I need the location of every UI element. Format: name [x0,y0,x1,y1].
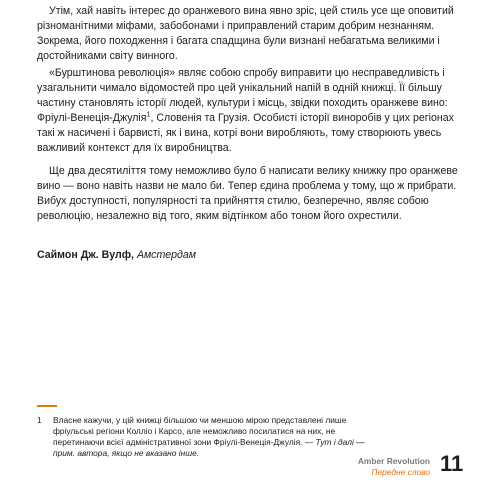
footnote-text [53,415,367,459]
body-text-3 [37,164,465,224]
running-head [358,456,430,478]
footnote-italic: Тут і далі — прим. автора, якщо не вказано інше. [53,437,365,458]
author-signature [37,248,196,262]
footnote-rule [37,405,57,407]
body-text-2 [37,66,465,156]
footnote-body: Власне кажучи, у цій книжці більшою чи меншою мірою представлені лише фріульські регіони Колліо і Карсо, але неможливо посилатися на них, не перетинаючи всієї адміністративної зони Фріулі-Венеція-Джулія. — [53,415,347,447]
page-number: 11 [440,451,464,476]
running-title: Amber Revolution [357,456,430,466]
footnote-number: 1 [37,415,42,425]
body-text [37,4,465,64]
paragraph-1: Утім, хай навіть інтерес до оранжевого вина явно зріс, цей стиль усе ще оповитий різноманітними міфами, забобонами і приправлений старим добрим незнанням. Зокрема, його походження і багата спадщина були визнані небагатьма великими і достойниками світу винного. [37,5,454,62]
running-subtitle: Передне слово [371,467,430,477]
footnote-marker: 1 [146,111,151,119]
author-place: Амстердам [136,249,197,261]
paragraph-3: Ще два десятиліття тому неможливо було б написати велику книжку про оранжеве вино — воно навіть назви не мало би. Тепер єдина проблема у тому, що ж прибрати. Вибух доступності, популярності та прийняття стилю, безперечно, являє собою революцію, незалежно від того, яким відтінком або тоном його охрестили. [37,165,458,222]
footnote [37,415,367,459]
paragraph-2 [37,66,465,156]
author-name: Саймон Дж. Вулф, [37,249,134,261]
paragraph-2-text: «Бурштинова революція» являє собою спробу виправити цю несправедливість і узагальнити чимало відомостей про цей унікальний напій в одній книжці. Її більшу частину становлять історії людей, культури і місць, звідки походить оранжеве вино: Фріулі-Венеція-Джулія$^1$, Словенія та Грузія. Особисті історії виноробів у цих регіонах такі ж насичені і барвисті, як і вина, котрі вони виробляють, тому створюють увесь важливий контекст для їх виробництва. [37,67,454,154]
